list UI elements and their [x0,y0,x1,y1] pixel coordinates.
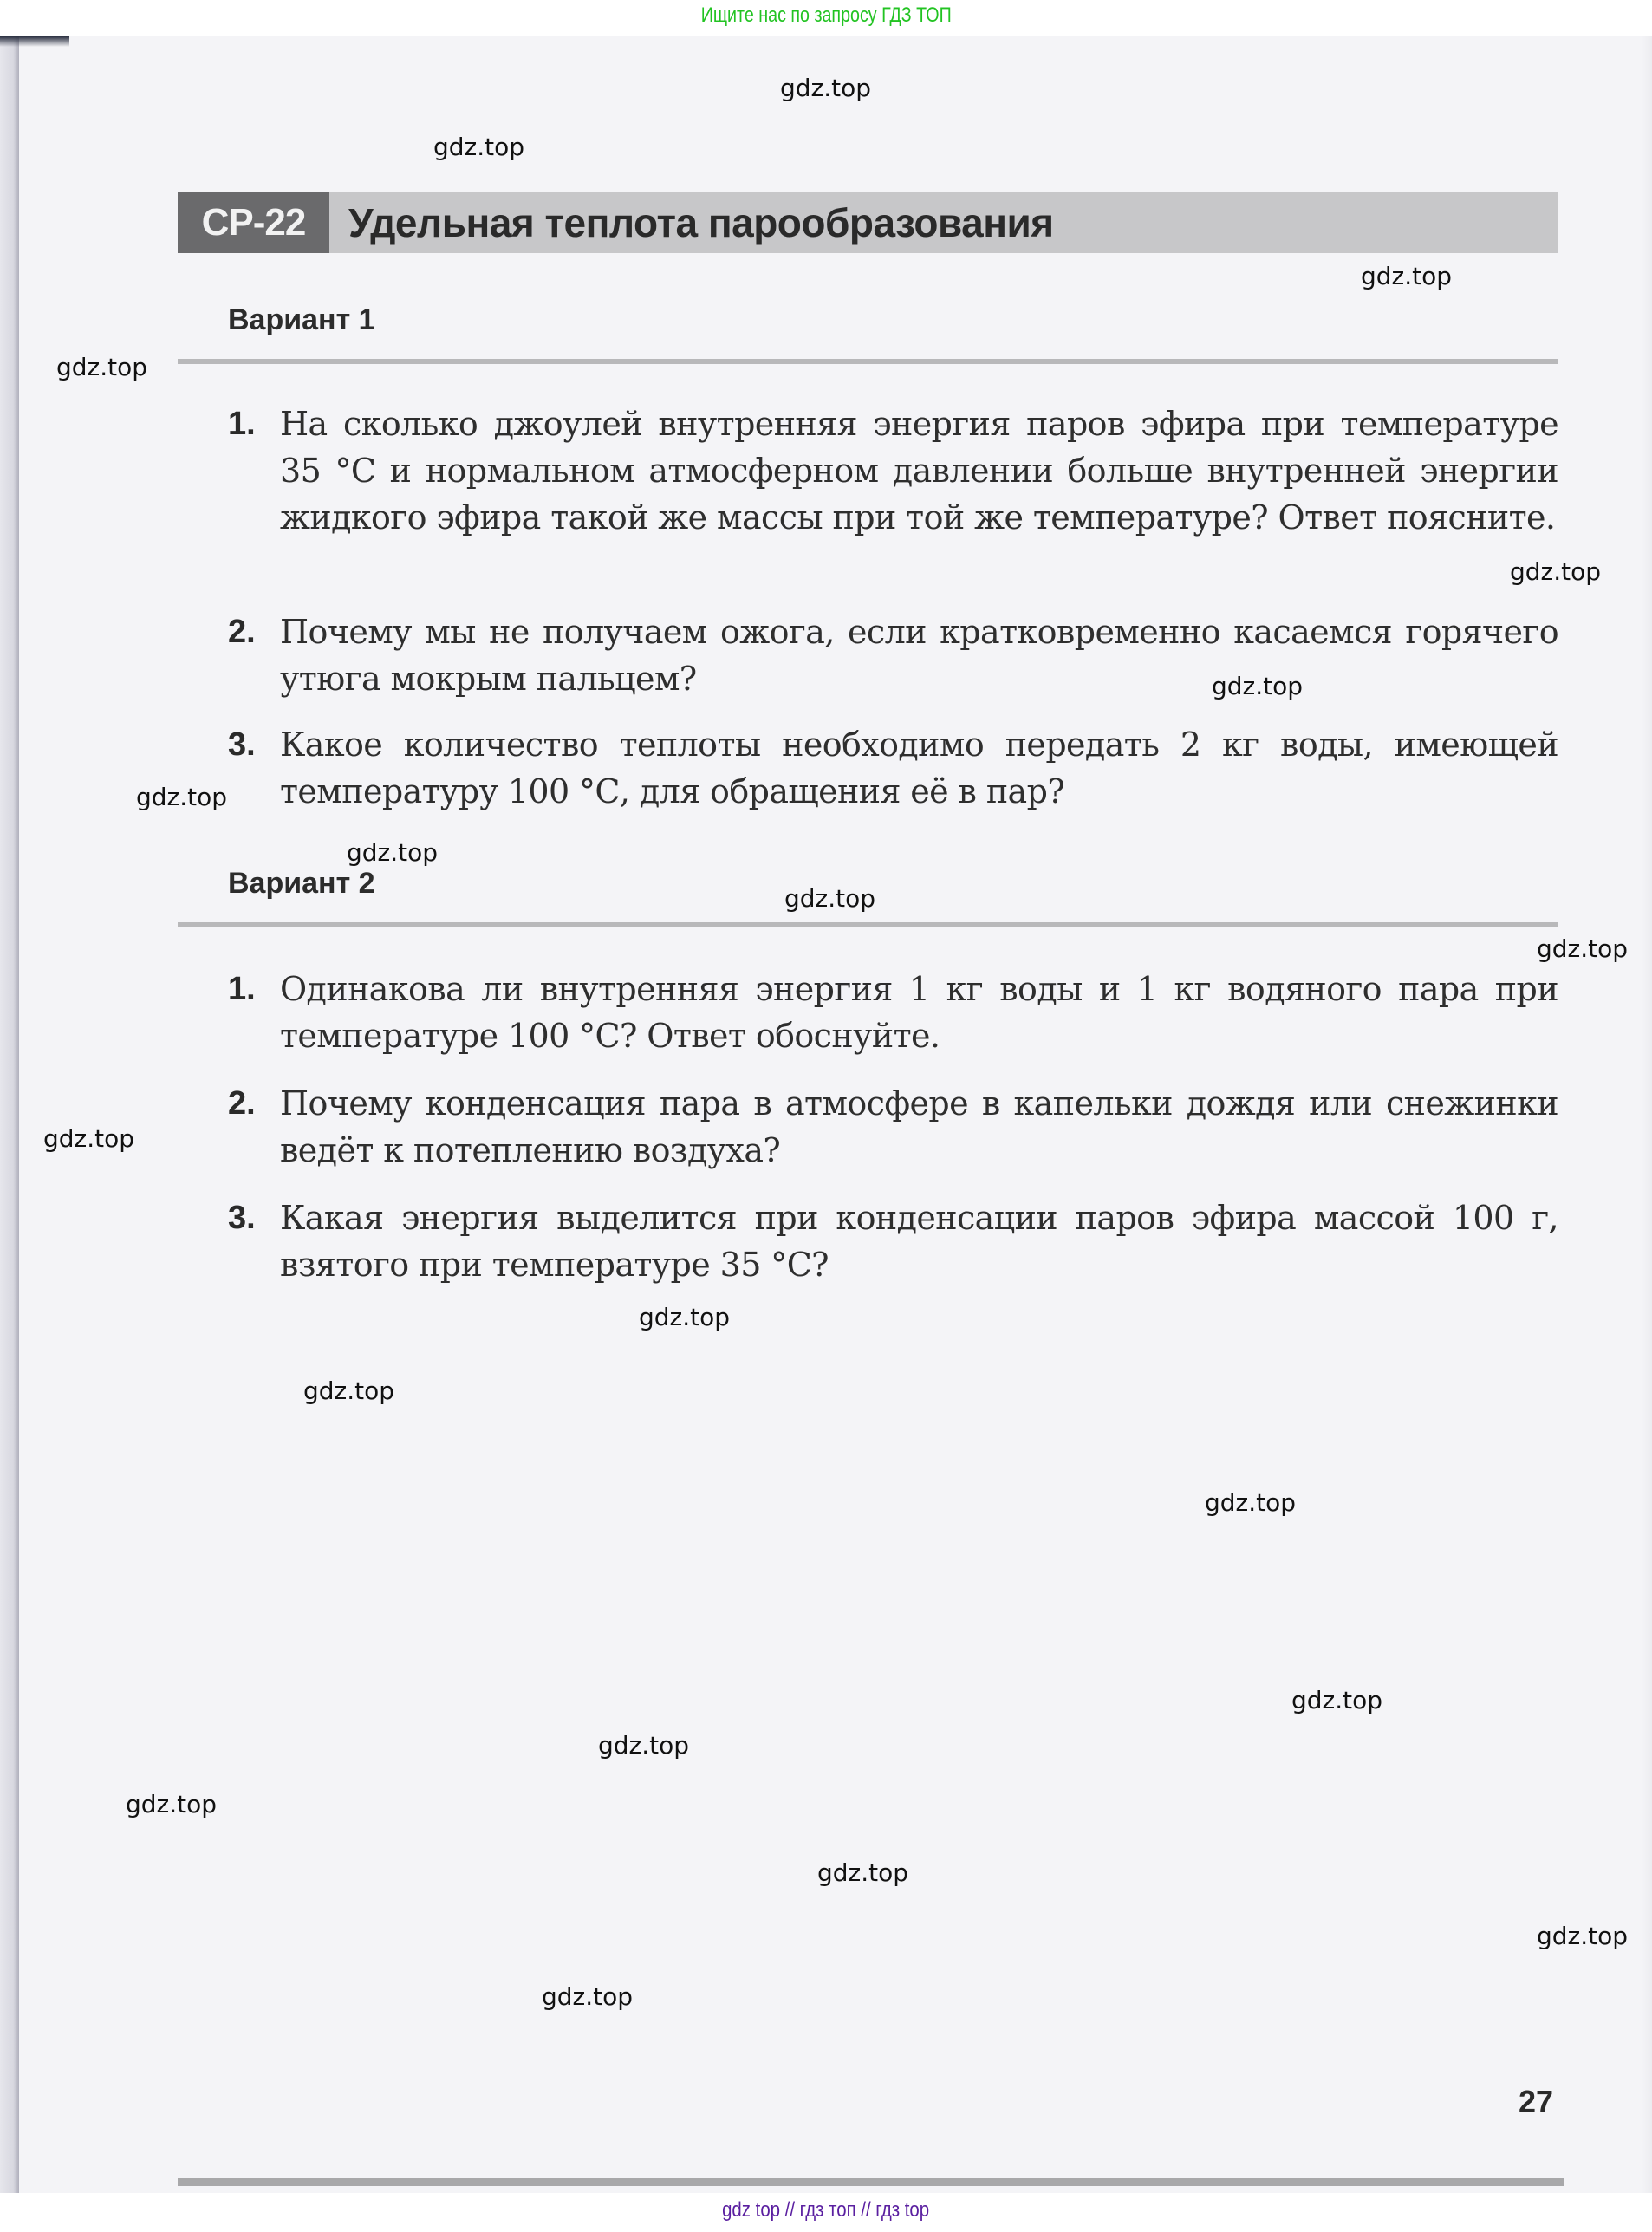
watermark: gdz.top [780,74,872,102]
section-code: СР-22 [178,192,329,253]
question-number: 3. [228,1200,256,1236]
watermark: gdz.top [598,1731,690,1760]
variant-2-title: Вариант 2 [228,867,375,900]
question-number: 1. [228,406,256,442]
watermark: gdz.top [433,133,525,161]
section-header [178,192,1558,253]
watermark: gdz.top [639,1303,731,1331]
page-number: 27 [1519,2084,1554,2119]
watermark: gdz.top [817,1858,909,1887]
variant-1-question-2 [228,608,1558,702]
variant-2-divider [178,922,1558,927]
section-title: Удельная теплота парообразования [348,200,1054,245]
question-number: 2. [228,1085,256,1122]
variant-1-title: Вариант 1 [228,303,375,336]
watermark: gdz.top [347,838,439,867]
top-banner [0,0,1652,36]
watermark: gdz.top [56,353,148,381]
variant-2-question-2 [228,1080,1558,1174]
watermark: gdz.top [43,1124,135,1153]
question-text: Одинакова ли внутренняя энергия 1 кг воды и 1 кг водяного пара при температуре 100 °С? Ответ обоснуйте. [280,970,1558,1055]
top-banner-text[interactable]: Ищите нас по запросу ГДЗ ТОП [700,3,952,27]
watermark: gdz.top [1510,557,1602,586]
watermark: gdz.top [126,1790,218,1819]
question-text: Почему мы не получаем ожога, если кратковременно касаемся горячего утюга мокрым пальцем? [280,613,1558,698]
variant-2-question-1 [228,966,1558,1059]
question-number: 1. [228,971,256,1007]
watermark: gdz.top [1205,1488,1297,1517]
variant-1-question-3 [228,721,1558,815]
question-text: На сколько джоулей внутренняя энергия паров эфира при температуре 35 °С и нормальном атмосферном давлении больше внутренней энергии жидкого эфира такой же массы при той же температуре? Ответ поясните. [280,405,1558,537]
watermark: gdz.top [542,1982,634,2011]
watermark: gdz.top [784,884,876,913]
watermark: gdz.top [1537,934,1629,963]
variant-1-question-1 [228,400,1558,541]
watermark: gdz.top [136,783,228,811]
watermark: gdz.top [1212,672,1304,700]
watermark: gdz.top [1291,1686,1383,1715]
page-right-edge [1642,36,1652,2193]
question-number: 3. [228,726,256,763]
variant-2-question-3 [228,1194,1558,1288]
page-corner-shadow [0,36,69,47]
question-number: 2. [228,614,256,650]
question-text: Какая энергия выделится при конденсации паров эфира массой 100 г, взятого при температуре 35 °С? [280,1199,1558,1284]
watermark: gdz.top [1361,262,1453,290]
question-text: Какое количество теплоты необходимо передать 2 кг воды, имеющей температуру 100 °С, для обращения её в пар? [280,726,1558,810]
watermark: gdz.top [1537,1922,1629,1950]
footer-banner [0,2193,1652,2232]
watermark: gdz.top [303,1376,395,1405]
variant-1-divider [178,359,1558,364]
bottom-divider [178,2178,1564,2186]
page-spine-shadow [0,36,19,2193]
footer-text[interactable]: gdz top // гдз топ // гдз top [722,2198,930,2222]
question-text: Почему конденсация пара в атмосфере в капельки дождя или снежинки ведёт к потеплению воздуха? [280,1084,1558,1169]
